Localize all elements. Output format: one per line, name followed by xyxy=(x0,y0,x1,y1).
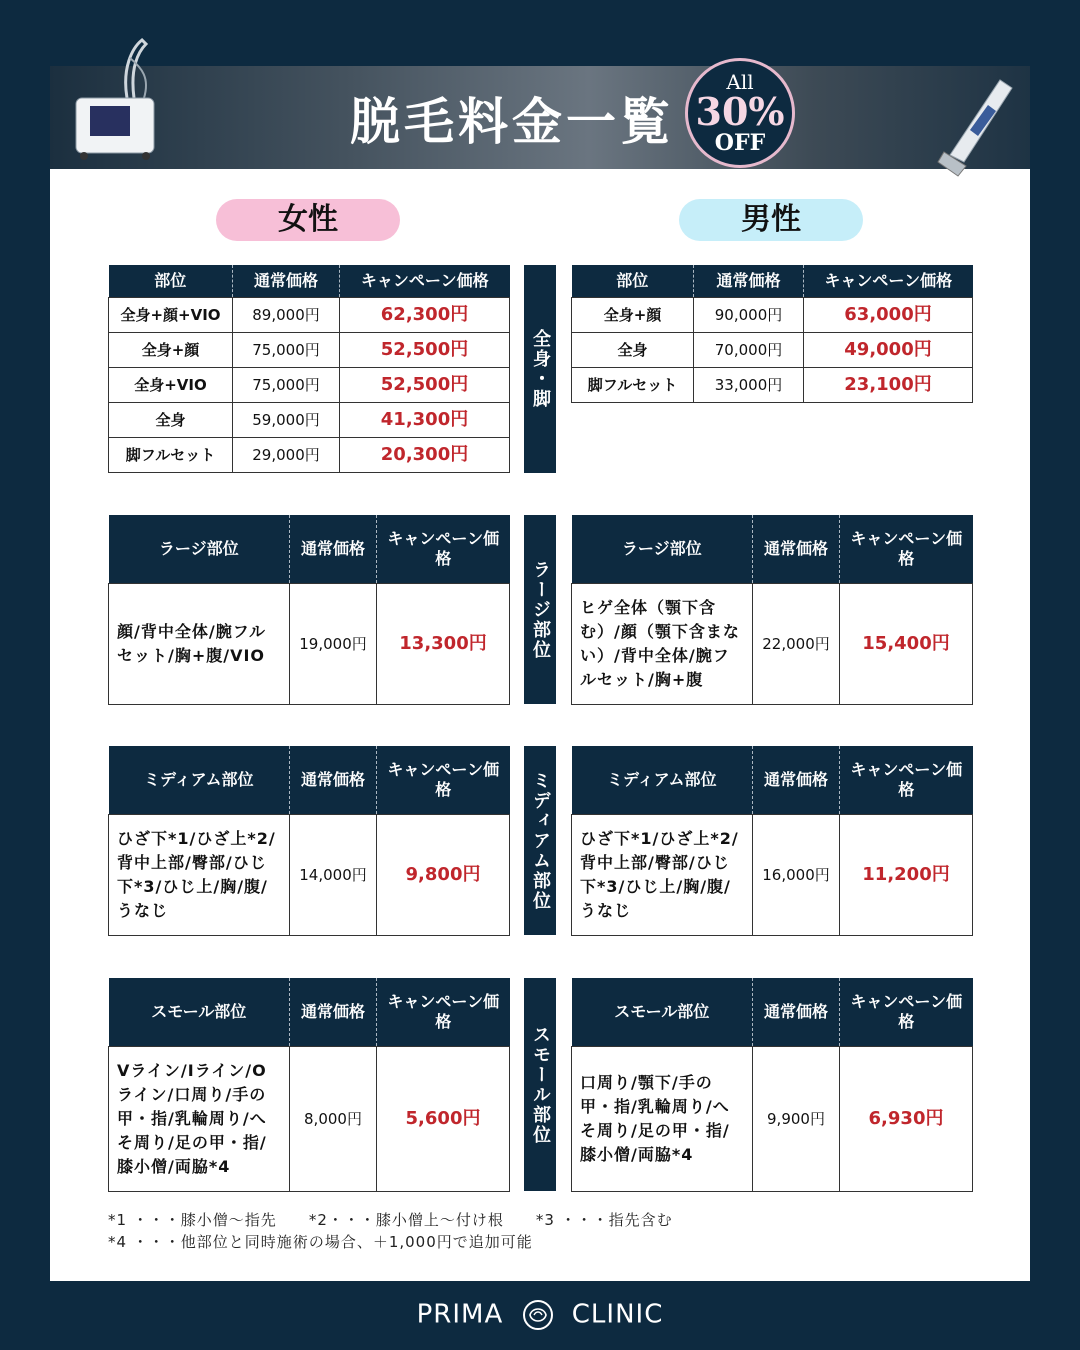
brand-footer xyxy=(0,1298,1080,1332)
col-header-campaign: キャンペーン価格 xyxy=(377,515,510,583)
brand-name-right: CLINIC xyxy=(571,1299,664,1330)
col-header-part: 部位 xyxy=(109,265,233,297)
part-name: 全身 xyxy=(572,332,694,367)
table-row xyxy=(109,402,510,437)
col-header-regular: 通常価格 xyxy=(753,978,840,1046)
part-description: 口周り/顎下/手の甲・指/乳輪周り/へそ周り/足の甲・指/膝小僧/両脇*4 xyxy=(572,1046,753,1191)
col-header-campaign: キャンペーン価格 xyxy=(840,746,973,814)
col-header-regular: 通常価格 xyxy=(753,746,840,814)
regular-price: 19,000円 xyxy=(290,583,377,704)
part-name: 脚フルセット xyxy=(109,437,233,472)
badge-percent: 30% xyxy=(695,89,785,134)
tab-women: 女性 xyxy=(216,199,400,241)
part-name: 全身+顔 xyxy=(572,297,694,332)
category-label-small: スモール部位 xyxy=(524,978,556,1191)
men-large-table xyxy=(571,515,973,705)
campaign-price: 20,300円 xyxy=(340,437,510,472)
tab-men: 男性 xyxy=(679,199,863,241)
table-row xyxy=(109,332,510,367)
women-medium-table xyxy=(108,746,510,936)
regular-price: 33,000円 xyxy=(694,367,804,402)
men-zenshin-table xyxy=(571,265,973,403)
campaign-price: 41,300円 xyxy=(340,402,510,437)
table-row xyxy=(109,1046,510,1191)
women-small-table xyxy=(108,978,510,1192)
regular-price: 8,000円 xyxy=(290,1046,377,1191)
brand-name-left: PRIMA xyxy=(416,1299,504,1330)
part-name: 脚フルセット xyxy=(572,367,694,402)
badge-off-label: OFF xyxy=(714,130,766,156)
campaign-price: 52,500円 xyxy=(340,367,510,402)
regular-price: 89,000円 xyxy=(233,297,340,332)
campaign-price: 9,800円 xyxy=(377,814,510,935)
regular-price: 9,900円 xyxy=(753,1046,840,1191)
badge-all-label: All xyxy=(726,70,754,94)
women-large-table xyxy=(108,515,510,705)
col-header-regular: 通常価格 xyxy=(233,265,340,297)
col-header-part: スモール部位 xyxy=(109,978,290,1046)
regular-price: 59,000円 xyxy=(233,402,340,437)
col-header-regular: 通常価格 xyxy=(290,978,377,1046)
header-banner xyxy=(50,66,1030,169)
regular-price: 14,000円 xyxy=(290,814,377,935)
table-row xyxy=(572,332,973,367)
col-header-part: ラージ部位 xyxy=(109,515,290,583)
part-name: 全身+VIO xyxy=(109,367,233,402)
category-label-medium: ミディアム部位 xyxy=(524,746,556,935)
col-header-campaign: キャンペーン価格 xyxy=(840,978,973,1046)
campaign-price: 62,300円 xyxy=(340,297,510,332)
laser-machine-icon xyxy=(72,38,162,163)
col-header-regular: 通常価格 xyxy=(290,515,377,583)
category-label-large: ラージ部位 xyxy=(524,515,556,704)
col-header-campaign: キャンペーン価格 xyxy=(340,265,510,297)
col-header-part: ミディアム部位 xyxy=(109,746,290,814)
col-header-regular: 通常価格 xyxy=(694,265,804,297)
table-row xyxy=(109,437,510,472)
regular-price: 16,000円 xyxy=(753,814,840,935)
category-label-zenshin: 全身・脚 xyxy=(524,265,556,473)
campaign-price: 15,400円 xyxy=(840,583,973,704)
regular-price: 29,000円 xyxy=(233,437,340,472)
table-row xyxy=(572,1046,973,1191)
footnote-line: *1 ・・・膝小僧〜指先 *2・・・膝小僧上〜付け根 *3 ・・・指先含む xyxy=(108,1211,673,1229)
col-header-campaign: キャンペーン価格 xyxy=(377,978,510,1046)
men-medium-table xyxy=(571,746,973,936)
col-header-part: スモール部位 xyxy=(572,978,753,1046)
campaign-price: 49,000円 xyxy=(804,332,973,367)
part-name: 全身 xyxy=(109,402,233,437)
col-header-regular: 通常価格 xyxy=(753,515,840,583)
table-row xyxy=(109,297,510,332)
table-row xyxy=(572,367,973,402)
regular-price: 22,000円 xyxy=(753,583,840,704)
regular-price: 75,000円 xyxy=(233,332,340,367)
campaign-price: 13,300円 xyxy=(377,583,510,704)
part-description: 顔/背中全体/腕フルセット/胸+腹/VIO xyxy=(109,583,290,704)
table-row xyxy=(109,583,510,704)
part-description: Vライン/Iライン/Oライン/口周り/手の甲・指/乳輪周り/へそ周り/足の甲・指/膝小僧/両脇*4 xyxy=(109,1046,290,1191)
campaign-price: 11,200円 xyxy=(840,814,973,935)
col-header-part: ラージ部位 xyxy=(572,515,753,583)
campaign-price: 6,930円 xyxy=(840,1046,973,1191)
clinic-logo-icon xyxy=(521,1298,555,1332)
part-name: 全身+顔 xyxy=(109,332,233,367)
regular-price: 75,000円 xyxy=(233,367,340,402)
discount-badge xyxy=(685,58,795,168)
col-header-campaign: キャンペーン価格 xyxy=(840,515,973,583)
campaign-price: 52,500円 xyxy=(340,332,510,367)
table-row xyxy=(109,814,510,935)
table-row xyxy=(572,297,973,332)
campaign-price: 63,000円 xyxy=(804,297,973,332)
regular-price: 70,000円 xyxy=(694,332,804,367)
footnotes xyxy=(108,1209,673,1253)
footnote-line: *4 ・・・他部位と同時施術の場合、＋1,000円で追加可能 xyxy=(108,1233,533,1251)
col-header-part: 部位 xyxy=(572,265,694,297)
part-name: 全身+顔+VIO xyxy=(109,297,233,332)
col-header-part: ミディアム部位 xyxy=(572,746,753,814)
women-zenshin-table xyxy=(108,265,510,473)
laser-handpiece-icon xyxy=(930,70,1020,180)
campaign-price: 5,600円 xyxy=(377,1046,510,1191)
regular-price: 90,000円 xyxy=(694,297,804,332)
men-small-table xyxy=(571,978,973,1192)
page-title: 脱毛料金一覧 xyxy=(350,92,674,151)
table-row xyxy=(109,367,510,402)
col-header-campaign: キャンペーン価格 xyxy=(377,746,510,814)
part-description: ヒゲ全体（顎下含む）/顔（顎下含まない）/背中全体/腕フルセット/胸+腹 xyxy=(572,583,753,704)
col-header-regular: 通常価格 xyxy=(290,746,377,814)
col-header-campaign: キャンペーン価格 xyxy=(804,265,973,297)
table-row xyxy=(572,814,973,935)
part-description: ひざ下*1/ひざ上*2/背中上部/臀部/ひじ下*3/ひじ上/胸/腹/うなじ xyxy=(572,814,753,935)
table-row xyxy=(572,583,973,704)
part-description: ひざ下*1/ひざ上*2/背中上部/臀部/ひじ下*3/ひじ上/胸/腹/うなじ xyxy=(109,814,290,935)
campaign-price: 23,100円 xyxy=(804,367,973,402)
